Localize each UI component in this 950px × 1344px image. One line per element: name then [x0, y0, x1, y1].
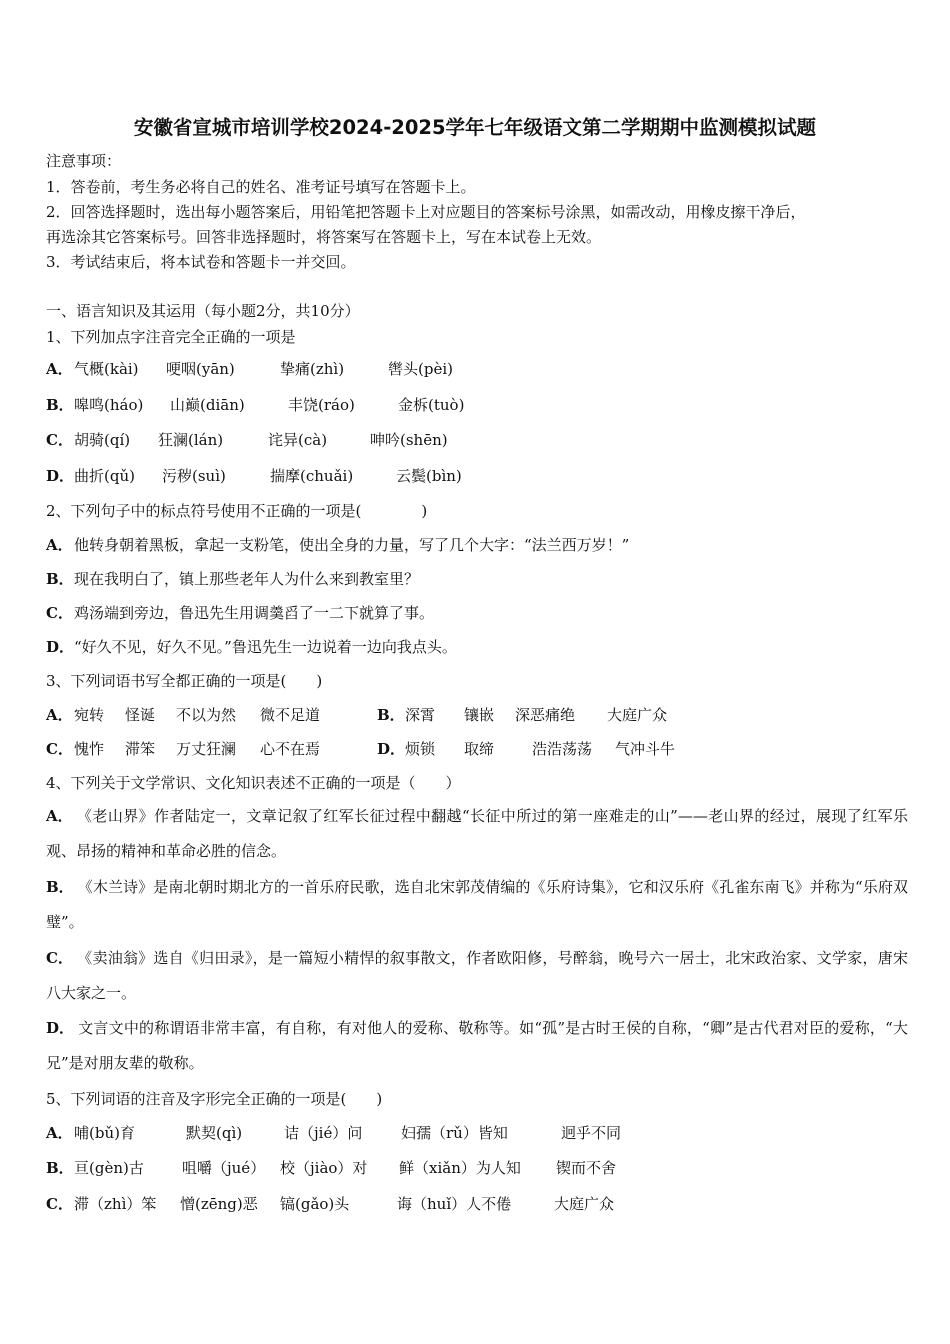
q1-option-a — [46, 359, 74, 379]
option-item: 呻吟(shēn) — [370, 431, 448, 449]
option-text: 鸡汤端到旁边，鲁迅先生用调羹舀了一二下就算了事。 — [74, 604, 435, 622]
option-item: 锲而不舍 — [556, 1159, 617, 1177]
option-item: 亘(gèn)古 — [74, 1159, 144, 1177]
option-item: 浩浩荡荡 — [532, 740, 593, 758]
notice-line: 再选涂其它答案标号。回答非选择题时，将答案写在答题卡上，写在本试卷上无效。 — [46, 228, 602, 246]
option-item: 不以为然 — [176, 706, 237, 724]
q2-option-b — [46, 569, 419, 589]
option-item: 深霄 — [405, 706, 436, 724]
option-label: D． — [46, 467, 75, 485]
option-item: 默契(qì) — [186, 1124, 243, 1142]
option-label: D． — [46, 638, 75, 656]
q2-option-a — [46, 535, 629, 555]
q2-option-c — [46, 603, 434, 623]
q4-option-b — [46, 870, 908, 940]
notice-heading: 注意事项： — [46, 152, 122, 170]
q1-option-d — [46, 466, 74, 486]
q1-option-b — [46, 395, 74, 415]
option-item: 妇孺（rǔ）皆知 — [401, 1124, 508, 1142]
option-text: “好久不见，好久不见。”鲁迅先生一边说着一边向我点头。 — [74, 638, 457, 656]
page-title: 安徽省宣城市培训学校2024-2025学年七年级语文第二学期期中监测模拟试题 — [133, 116, 817, 139]
option-text: 文言文中的称谓语非常丰富，有自称，有对他人的爱称、敬称等。如“孤”是古时王侯的自称，“卿”是古代君对臣的爱称，“大兄”是对朋友辈的敬称。 — [46, 1019, 908, 1072]
option-label: C． — [46, 604, 73, 622]
option-item: 云鬓(bìn) — [396, 467, 462, 485]
q5-option-c — [46, 1194, 74, 1214]
option-label: C． — [46, 431, 73, 449]
option-label: B． — [46, 396, 74, 414]
section-heading: 一、语言知识及其运用（每小题2分，共10分） — [46, 302, 360, 320]
option-label: B． — [46, 1159, 74, 1177]
option-item: 胡骑(qí) — [74, 431, 131, 449]
option-item: 大庭广众 — [607, 706, 668, 724]
option-item: 大庭广众 — [554, 1195, 615, 1213]
option-item: 诘（jié）问 — [284, 1124, 363, 1142]
question-stem-1: 1、下列加点字注音完全正确的一项是 — [46, 328, 296, 346]
option-item: 憎(zēng)恶 — [180, 1195, 258, 1213]
q5-option-a — [46, 1123, 74, 1143]
option-item: 山巅(diān) — [170, 396, 245, 414]
option-item: 咀嚼（jué） — [182, 1159, 266, 1177]
q3-option-b — [377, 705, 405, 725]
q1-option-c — [46, 430, 74, 450]
question-stem-4: 4、下列关于文学常识、文化知识表述不正确的一项是（ ） — [46, 774, 461, 792]
option-item: 气冲斗牛 — [615, 740, 676, 758]
notice-line: 1．答卷前，考生务必将自己的姓名、准考证号填写在答题卡上。 — [46, 178, 476, 196]
option-label: A． — [46, 536, 73, 554]
option-text: 现在我明白了，镇上那些老年人为什么来到教室里？ — [74, 570, 420, 588]
q3-option-a — [46, 705, 74, 725]
q5-option-b — [46, 1158, 74, 1178]
option-item: 揣摩(chuǎi) — [270, 467, 354, 485]
option-label: A． — [46, 807, 73, 825]
option-label: C． — [46, 1195, 73, 1213]
option-text: 他转身朝着黑板，拿起一支粉笔，使出全身的力量，写了几个大字：“法兰西万岁！” — [74, 536, 630, 554]
option-text: 《木兰诗》是南北朝时期北方的一首乐府民歌，选自北宋郭茂倩编的《乐府诗集》，它和汉乐府《孔雀东南飞》并称为“乐府双璧”。 — [46, 878, 908, 931]
option-item: 万丈狂澜 — [176, 740, 237, 758]
option-item: 污秽(suì) — [162, 467, 226, 485]
option-item: 校（jiào）对 — [280, 1159, 368, 1177]
option-item: 狂澜(lán) — [158, 431, 224, 449]
option-label: B． — [377, 706, 405, 724]
option-label: D． — [46, 1019, 75, 1037]
option-label: A． — [46, 706, 73, 724]
option-item: 滞笨 — [125, 740, 156, 758]
option-item: 烦锁 — [405, 740, 436, 758]
option-item: 挚痛(zhì) — [280, 360, 345, 378]
notice-line: 2．回答选择题时，选出每小题答案后，用铅笔把答题卡上对应题目的答案标号涂黑，如需改动，用橡皮擦干净后， — [46, 203, 806, 221]
option-item: 哺(bǔ)育 — [74, 1124, 135, 1142]
option-item: 取缔 — [464, 740, 495, 758]
option-item: 宛转 — [74, 706, 105, 724]
q2-option-d — [46, 637, 457, 657]
option-text: 《老山界》作者陆定一，文章记叙了红军长征过程中翻越“长征中所过的第一座难走的山”——老山界的经过，展现了红军乐观、昂扬的精神和革命必胜的信念。 — [46, 807, 908, 860]
option-item: 哽咽(yān) — [166, 360, 235, 378]
option-item: 金柝(tuò) — [398, 396, 465, 414]
option-item: 滞（zhì）笨 — [74, 1195, 157, 1213]
option-item: 迥乎不同 — [561, 1124, 622, 1142]
option-item: 深恶痛绝 — [515, 706, 576, 724]
option-label: A． — [46, 1124, 73, 1142]
option-item: 丰饶(ráo) — [288, 396, 355, 414]
option-item: 嗥鸣(háo) — [74, 396, 144, 414]
q4-option-a — [46, 799, 908, 869]
option-item: 曲折(qǔ) — [74, 467, 135, 485]
option-item: 气概(kài) — [74, 360, 139, 378]
option-item: 辔头(pèi) — [388, 360, 453, 378]
q4-option-d — [46, 1011, 908, 1081]
option-label: B． — [46, 570, 74, 588]
option-item: 心不在焉 — [260, 740, 321, 758]
option-label: D． — [377, 740, 406, 758]
option-item: 诲（huǐ）人不倦 — [397, 1195, 512, 1213]
option-text: 《卖油翁》选自《归田录》，是一篇短小精悍的叙事散文，作者欧阳修，号醉翁，晚号六一居士，北宋政治家、文学家，唐宋八大家之一。 — [46, 949, 908, 1002]
option-item: 愧怍 — [74, 740, 105, 758]
option-label: B． — [46, 878, 74, 896]
option-item: 镐(gǎo)头 — [280, 1195, 350, 1213]
question-stem-5: 5、下列词语的注音及字形完全正确的一项是( ) — [46, 1090, 383, 1108]
option-item: 鲜（xiǎn）为人知 — [399, 1159, 521, 1177]
option-item: 怪诞 — [125, 706, 156, 724]
option-item: 镶嵌 — [464, 706, 495, 724]
notice-line: 3．考试结束后，将本试卷和答题卡一并交回。 — [46, 253, 356, 271]
option-label: C． — [46, 949, 73, 967]
q4-option-c — [46, 941, 908, 1011]
option-item: 诧异(cà) — [268, 431, 328, 449]
question-stem-3: 3、下列词语书写全都正确的一项是( ) — [46, 672, 323, 690]
option-item: 微不足道 — [260, 706, 321, 724]
option-label: A． — [46, 360, 73, 378]
question-stem-2: 2、下列句子中的标点符号使用不正确的一项是( ) — [46, 502, 428, 520]
q3-option-d — [377, 739, 405, 759]
option-label: C． — [46, 740, 73, 758]
q3-option-c — [46, 739, 74, 759]
